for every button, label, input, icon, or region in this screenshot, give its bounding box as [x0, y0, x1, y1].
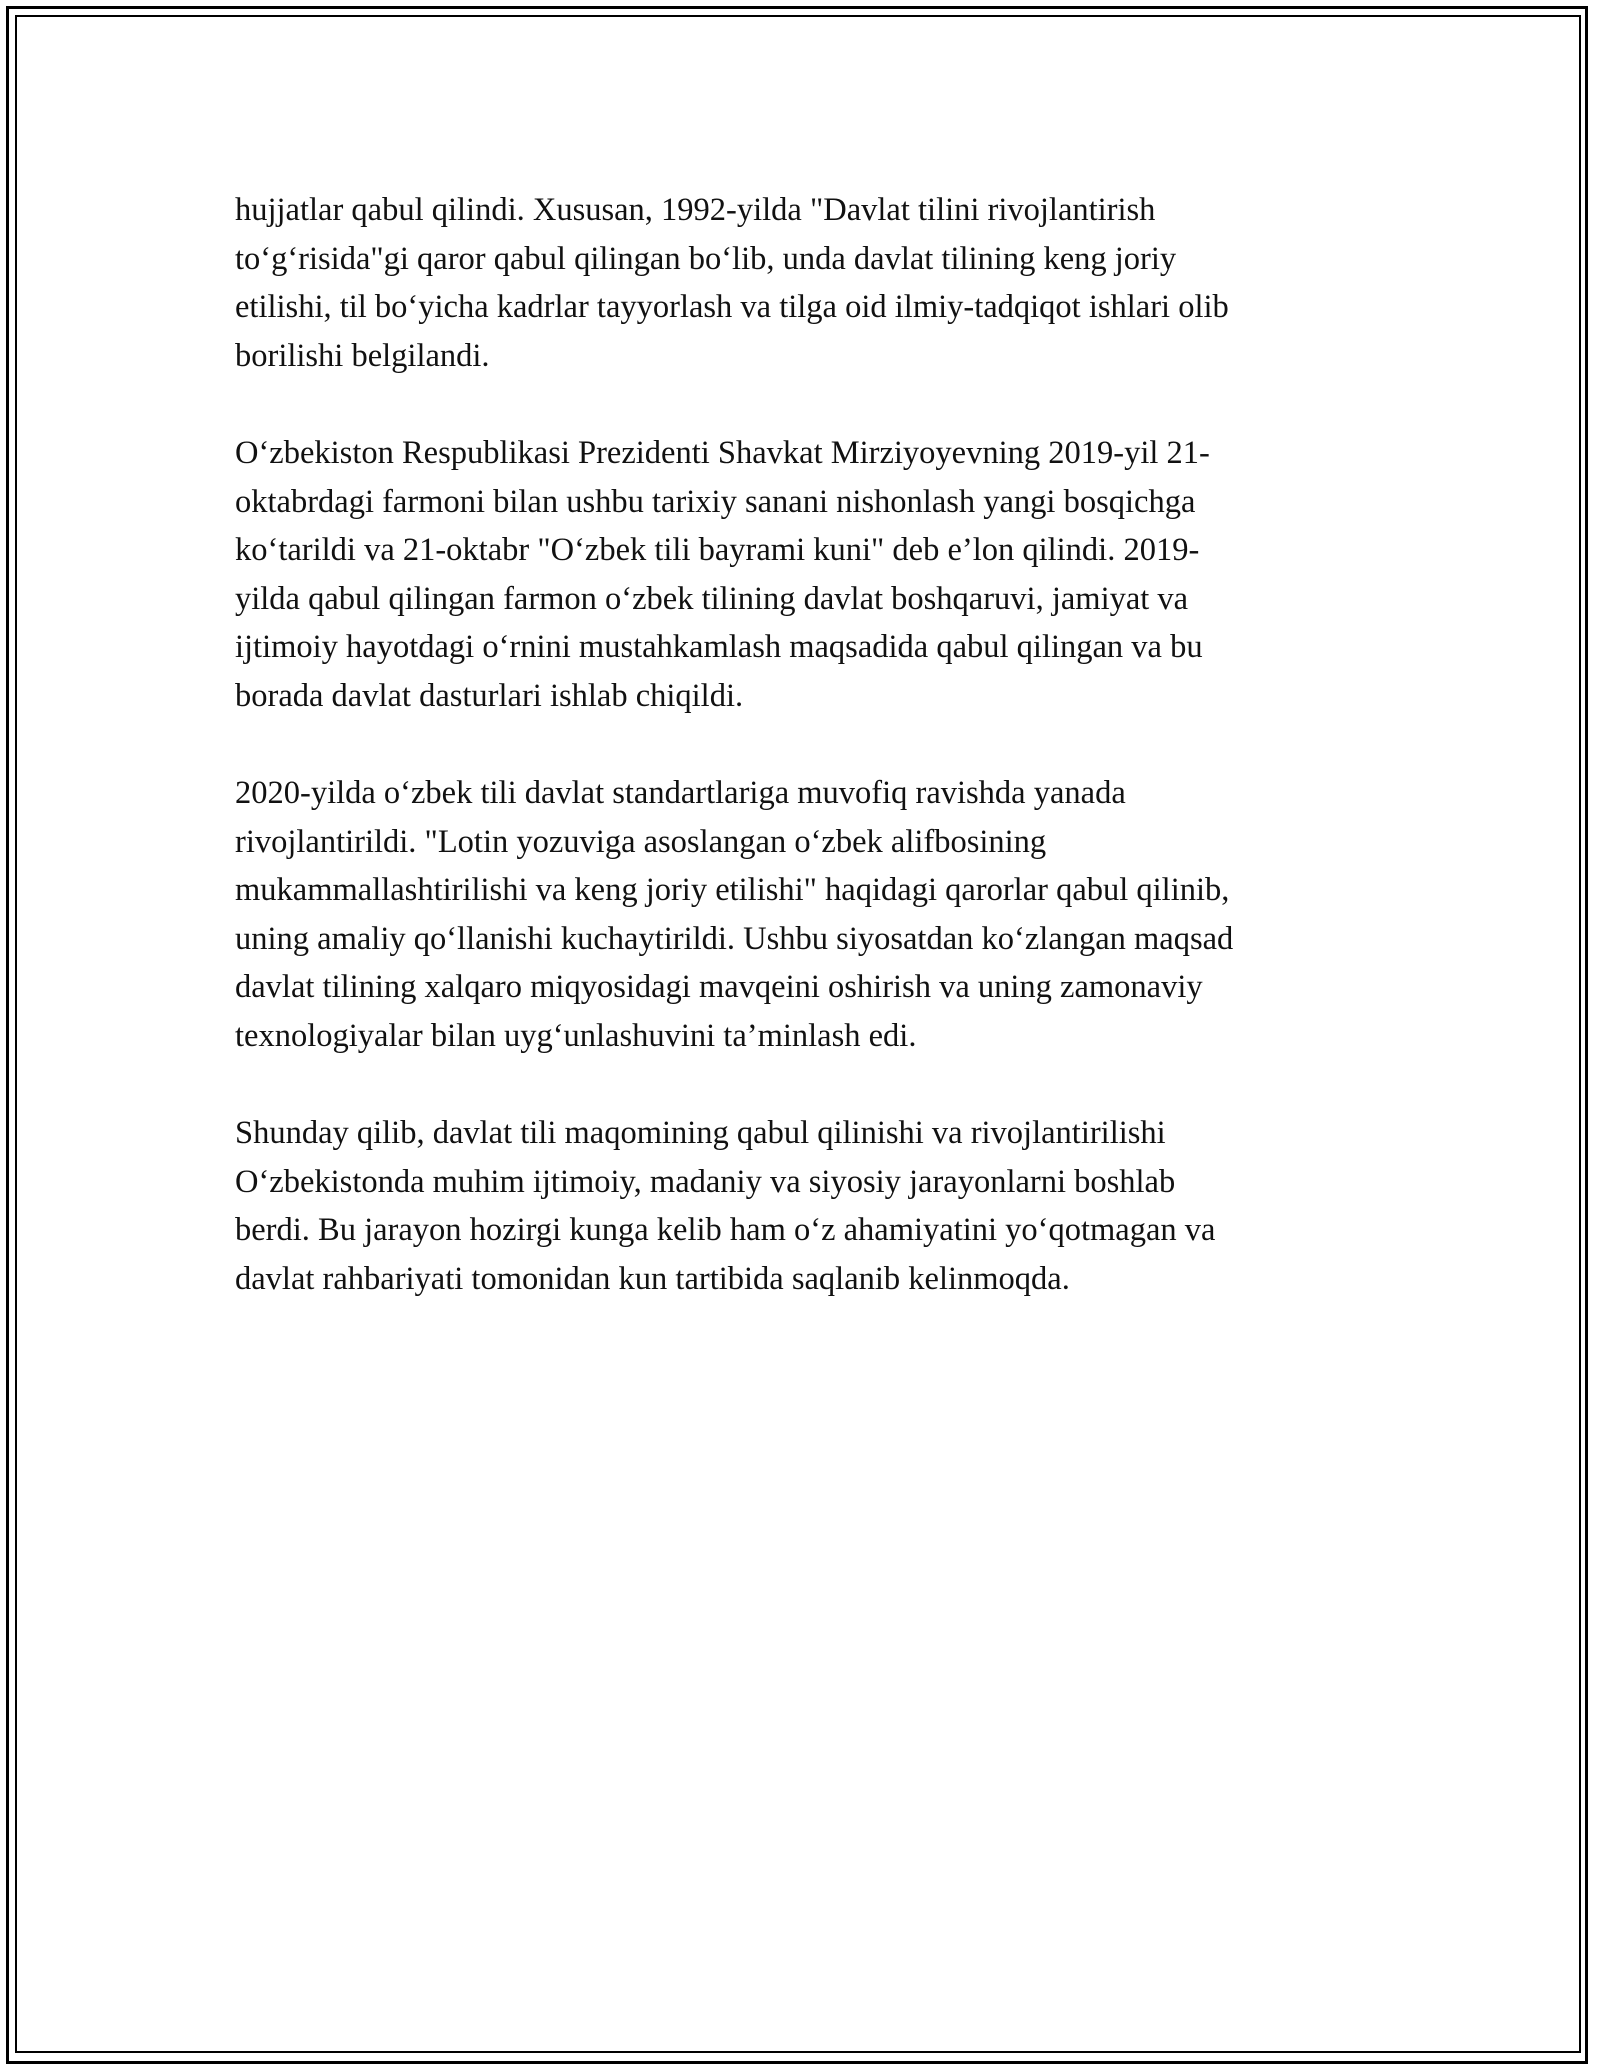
text-line: ijtimoiy hayotdagi o‘rnini mustahkamlash maqsadida qabul qilingan va bu: [235, 629, 1203, 665]
text-line: texnologiyalar bilan uyg‘unlashuvini ta’minlash edi.: [235, 1017, 917, 1054]
document-body: [235, 186, 1385, 1352]
text-line: davlat tilining xalqaro miqyosidagi mavqeini oshirish va uning zamonaviy: [235, 969, 1203, 1005]
text-line: O‘zbekiston Respublikasi Prezidenti Shavkat Mirziyoyevning 2019-yil 21-: [235, 435, 1210, 471]
paragraph-3: [235, 769, 1385, 1060]
text-line: O‘zbekistonda muhim ijtimoiy, madaniy va siyosiy jarayonlarni boshlab: [235, 1163, 1176, 1200]
text-line: yilda qabul qilingan farmon o‘zbek tilining davlat boshqaruvi, jamiyat va: [235, 580, 1189, 617]
paragraph-4: [235, 1109, 1385, 1303]
text-line: etilishi, til bo‘yicha kadrlar tayyorlash va tilga oid ilmiy-tadqiqot ishlari olib: [235, 289, 1229, 325]
text-line: uning amaliy qo‘llanishi kuchaytirildi. Ushbu siyosatdan ko‘zlangan maqsad: [235, 920, 1234, 957]
text-line: mukammallashtirilishi va keng joriy etilishi" haqidagi qarorlar qabul qilinib,: [235, 872, 1230, 908]
text-line: borada davlat dasturlari ishlab chiqildi.: [235, 677, 744, 714]
paragraph-1: [235, 186, 1385, 380]
text-line: borilishi belgilandi.: [235, 337, 490, 374]
text-line: to‘g‘risida"gi qaror qabul qilingan bo‘lib, unda davlat tilining keng joriy: [235, 240, 1177, 277]
paragraph-2: [235, 429, 1385, 720]
text-line: hujjatlar qabul qilindi. Xususan, 1992-yilda "Davlat tilini rivojlantirish: [235, 192, 1156, 228]
text-line: Shunday qilib, davlat tili maqomining qabul qilinishi va rivojlantirilishi: [235, 1115, 1166, 1151]
text-line: oktabrdagi farmoni bilan ushbu tarixiy sanani nishonlash yangi bosqichga: [235, 483, 1196, 520]
text-line: berdi. Bu jarayon hozirgi kunga kelib ham o‘z ahamiyatini yo‘qotmagan va: [235, 1212, 1216, 1248]
text-line: ko‘tarildi va 21-oktabr "O‘zbek tili bayrami kuni" deb e’lon qilindi. 2019-: [235, 532, 1200, 568]
text-line: rivojlantirildi. "Lotin yozuviga asoslangan o‘zbek alifbosining: [235, 823, 1047, 860]
text-line: 2020-yilda o‘zbek tili davlat standartlariga muvofiq ravishda yanada: [235, 775, 1126, 811]
text-line: davlat rahbariyati tomonidan kun tartibida saqlanib kelinmoqda.: [235, 1260, 1070, 1297]
